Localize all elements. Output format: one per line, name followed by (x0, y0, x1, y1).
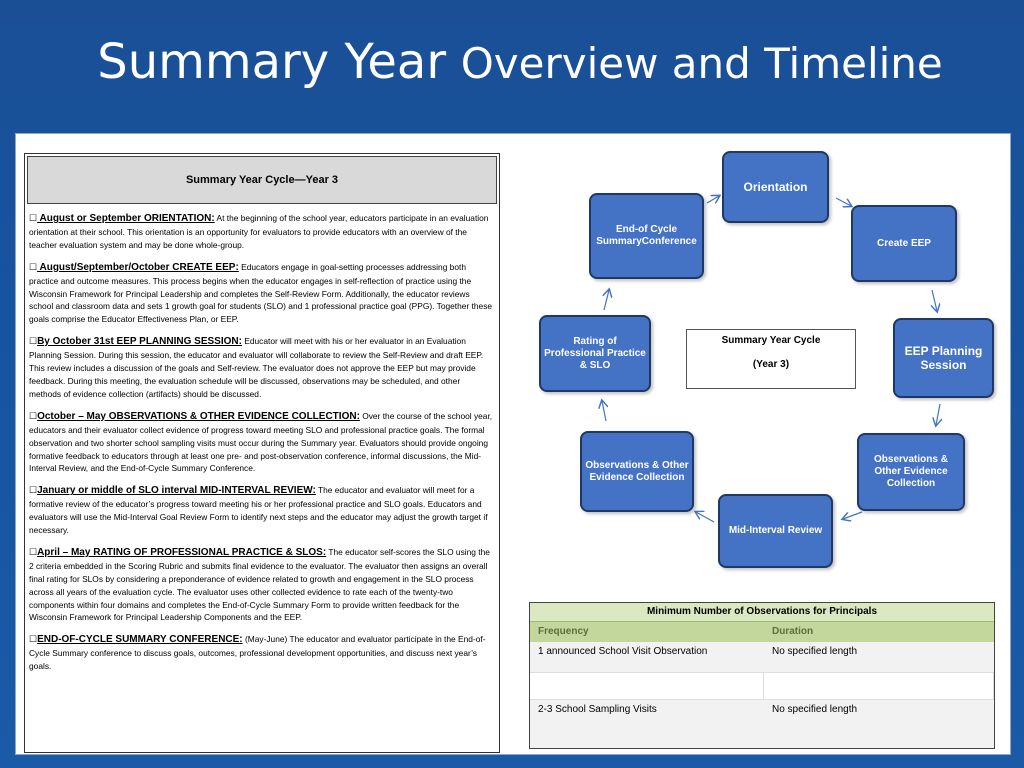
checkbox-icon: ☐ (29, 546, 38, 557)
node-observations-right: Observations & Other Evidence Collection (857, 433, 965, 511)
table-cell (530, 673, 764, 699)
section-create-eep: ☐ August/September/October CREATE EEP: Educators engage in goal-setting processes addressing both practice and outcome measures. This process begins when the educator engages in self-reflection of practice using the Wisconsin Framework for Principal Leadership and completes the Self-Review Form. Additionally, the educator reviews school and classroom data and sets 1 growth goal for students (SLO) and 1 professional practice goal (PPG). Together these goals comprise the Educator Effectiveness Plan, or EEP. (29, 261, 493, 325)
title-part1: Summary Year (97, 34, 447, 90)
node-end-of-cycle: End-of Cycle SummaryConference (589, 193, 704, 279)
node-eep-planning-session: EEP Planning Session (893, 318, 994, 398)
table-row (530, 642, 994, 672)
checkbox-icon: ☐ (29, 261, 38, 272)
arrow-planning-to-obs (936, 404, 940, 425)
arrow-obs-to-rating (602, 401, 606, 421)
arrow-end-to-orientation (707, 196, 719, 203)
section-planning-session: ☐By October 31st EEP PLANNING SESSION: Educator will meet with his or her evaluator in an Evaluation Planning Session. During this session, the educator and evaluator will collaborate to review the Self-Review and draft EEP. This review includes a discussion of the goals and Self-review. The evaluator does not approve the EEP but may provide feedback. During this meeting, the evaluation schedule will be discussed, observations may be scheduled, and other methods of evidence collection (artifacts) should be discussed. (29, 336, 484, 399)
section-mid-interval: ☐January or middle of SLO interval MID-INTERVAL REVIEW: The educator and evaluator will meet for a formative review of the educator’s progress toward meeting his or her professional practice and SLO goals. Educators and evaluators will use the Mid-Interval Goal Review Form to identify next steps and the educator may adjust the growth target if necessary. (29, 485, 488, 536)
checkbox-icon: ☐ (29, 213, 38, 223)
table-header-row (530, 622, 994, 642)
cycle-center-label (686, 329, 856, 389)
table-cell (764, 673, 994, 699)
checkbox-icon: ☐ (29, 410, 38, 421)
arrow-mid-to-obs (696, 512, 714, 522)
table-cell: No specified length (772, 704, 858, 715)
node-orientation: Orientation (722, 151, 829, 223)
table-cell: 2-3 School Sampling Visits (538, 704, 657, 715)
node-observations-left: Observations & Other Evidence Collection (580, 431, 694, 512)
cycle-center-subtitle: (Year 3) (752, 359, 790, 370)
column-header-frequency: Frequency (538, 626, 589, 637)
section-orientation: ☐ August or September ORIENTATION: At the beginning of the school year, educators participate in an evaluation orientation at their school. This orientation is an opportunity for evaluators to provide educators with an overview of the teacher evaluation system and may be done whole-group. (29, 213, 489, 250)
arrow-rating-to-end (604, 290, 609, 310)
table-row (530, 672, 994, 700)
checkbox-icon: ☐ (29, 336, 38, 347)
table-title: Minimum Number of Observations for Principals (530, 603, 994, 622)
section-end-of-cycle: ☐END-OF-CYCLE SUMMARY CONFERENCE: (May-June) The educator and evaluator participate in the End-of-Cycle Summary conference to discuss goals, outcomes, professional development opportunities, and discuss next year’s goals. (29, 634, 486, 672)
section-rating: ☐April – May RATING OF PROFESSIONAL PRACTICE & SLOS: The educator self-scores the SLO using the 2 criteria embedded in the Scoring Rubric and submits final evidence to the evaluator. The evaluator then assigns an overall final rating for SLOs by considering a preponderance of evidence related to growth and engagement in the SLO process across all years of the evaluation cycle. The evaluator uses other collected evidence to rate each of the twenty-two components within four domains and completes the End-of-Cycle Summary Form to provide written feedback for the Wisconsin Framework for Principal Leadership Components and the EEP. (29, 546, 490, 623)
table-cell: 1 announced School Visit Observation (538, 646, 708, 657)
node-mid-interval-review: Mid-Interval Review (718, 494, 833, 568)
observations-table (529, 602, 995, 749)
arrow-obs-to-mid (843, 512, 862, 519)
column-header-duration: Duration (772, 626, 814, 637)
node-create-eep: Create EEP (851, 205, 957, 282)
checkbox-icon: ☐ (29, 634, 38, 645)
title-part2: Overview and Timeline (460, 39, 943, 88)
checkbox-icon: ☐ (29, 485, 38, 496)
document-header: Summary Year Cycle—Year 3 (27, 156, 497, 204)
section-observations: ☐October – May OBSERVATIONS & OTHER EVIDENCE COLLECTION: Over the course of the school year, educators and their evaluator collect evidence of progress toward meeting SLO and professional practice goals. The formal observation and two shorter school sampling visits must occur during the Summary year. Evaluators should provide ongoing formative feedback to educators through at least one pre- and post-observation conference, informal discussions, the Mid-Interval Review, and the End-of-Cycle Summary Conference. (29, 410, 493, 474)
table-cell: No specified length (772, 646, 858, 657)
table-row (530, 700, 994, 748)
arrow-create-to-planning (932, 290, 937, 311)
node-rating: Rating of Professional Practice & SLO (539, 315, 651, 392)
arrow-orientation-to-create (836, 198, 851, 206)
cycle-center-title: Summary Year Cycle (721, 335, 821, 346)
